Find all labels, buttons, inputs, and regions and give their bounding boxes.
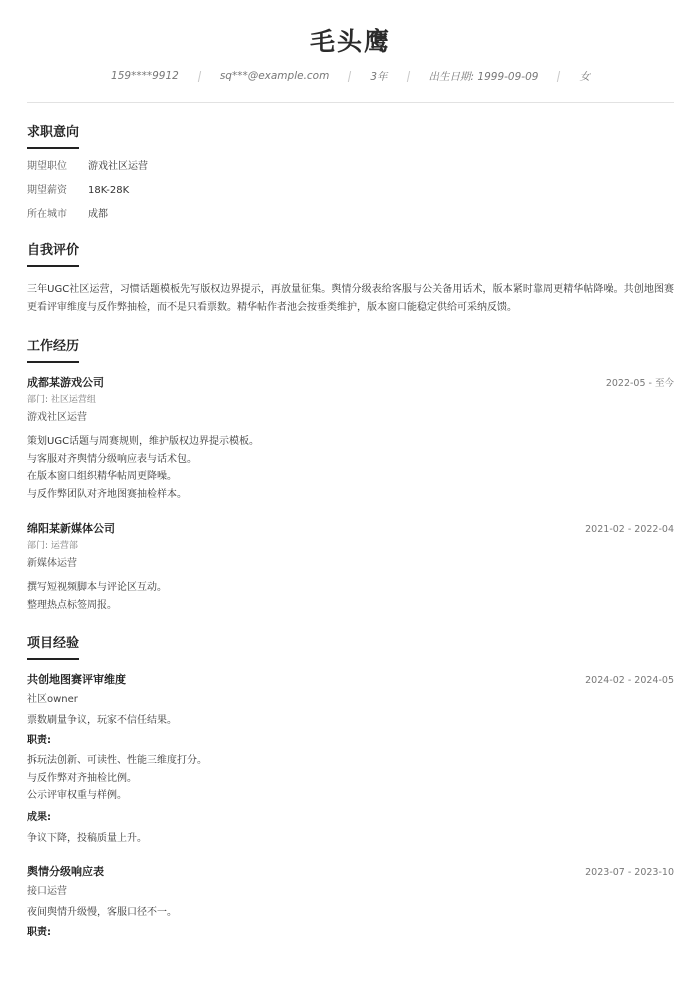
project-name: 共创地图赛评审维度 [27,673,126,686]
project-background: 夜间舆情升级慢，客服口径不一。 [27,906,177,918]
intent-label: 期望薪资 [27,185,67,196]
duty-line: 撰写短视频脚本与评论区互动。 [27,582,167,593]
project-background: 票数刷量争议，玩家不信任结果。 [27,715,177,726]
phone-number: 159****9912 [111,70,179,82]
duty-line: 与客服对齐舆情分级响应表与话术包。 [27,453,197,465]
duty-line: 整理热点标签周报。 [27,599,117,611]
section-title-projects: 项目经验 [27,636,79,660]
intent-row [27,185,674,197]
duty-line: 与反作弊对齐抽检比例。 [27,772,137,784]
work-duties [27,433,674,503]
duty-line: 在版本窗口组织精华帖周更降噪。 [27,471,177,482]
self-eval-text: 三年UGC社区运营，习惯话题模板先写版权边界提示，再放量征集。舆情分级表给客服与公关备用话术，版本紧时靠周更精华帖降噪。共创地图赛更看评审维度与反作弊抽检，而不是只看票数。精华帖作者池会按垂类维护，版本窗口能稳定供给可采纳反馈。 [27,284,674,313]
duty-line: 策划UGC话题与周赛规则，维护版权边界提示模板。 [27,436,260,447]
intent-value: 游戏社区运营 [88,161,148,172]
project-name: 舆情分级响应表 [27,864,104,878]
contact-separator [348,71,351,82]
project-role: 接口运营 [27,885,67,897]
work-section [27,317,674,614]
project-date: 2024-02 - 2024-05 [585,675,674,686]
work-years: 3年 [370,70,388,83]
duty-label: 职责: [27,735,51,746]
email-address: sq***@example.com [219,70,330,82]
intent-label: 所在城市 [27,209,67,220]
intent-value: 成都 [88,209,108,220]
self-eval-section [27,221,674,317]
department: 部门: 社区运营组 [27,395,96,405]
project-duties [27,752,674,805]
candidate-name: 毛头鹰 [309,27,391,56]
contact-separator [557,71,560,82]
contact-separator [198,71,201,82]
contact-bar [27,68,674,84]
company-name: 绵阳某新媒体公司 [27,522,115,535]
project-entry [27,672,674,846]
section-title-work: 工作经历 [27,339,79,363]
job-role: 新媒体运营 [27,558,77,569]
job-role: 游戏社区运营 [27,412,87,423]
contact-separator [406,71,409,82]
intent-label: 期望职位 [27,161,67,172]
work-entry [27,375,674,503]
project-role: 社区owner [27,694,78,705]
duty-line: 拆玩法创新、可读性、性能三维度打分。 [27,755,207,766]
work-date: 2022-05 - 至今 [605,378,674,389]
project-result: 争议下降，投稿质量上升。 [27,832,147,844]
intent-row [27,161,674,173]
work-entry [27,521,674,614]
duty-label: 职责: [27,926,51,938]
department: 部门: 运营部 [27,541,78,551]
company-name: 成都某游戏公司 [27,376,104,389]
work-duties [27,579,674,614]
gender: 女 [579,70,590,83]
birth-date: 出生日期: 1999-09-09 [428,70,539,83]
intent-value: 18K-28K [88,185,130,196]
duty-line: 公示评审权重与样例。 [27,790,127,801]
result-label: 成果: [27,811,51,823]
section-title-self-eval: 自我评价 [27,243,79,267]
project-section [27,614,674,940]
duty-line: 与反作弊团队对齐地图赛抽检样本。 [27,488,187,500]
job-intent-section [27,103,674,221]
project-entry [27,864,674,940]
section-title-intent: 求职意向 [27,125,79,149]
intent-row [27,209,674,221]
project-date: 2023-07 - 2023-10 [585,866,674,878]
work-date: 2021-02 - 2022-04 [585,524,674,535]
